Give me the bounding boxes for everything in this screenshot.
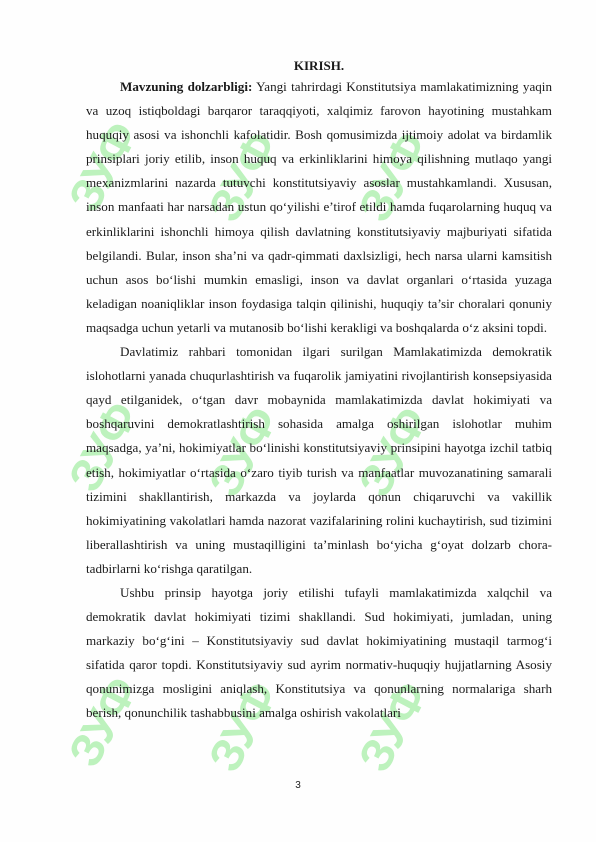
watermark-mark: ЗУФ <box>197 672 288 780</box>
watermark-mark: ЗУФ <box>197 122 288 230</box>
paragraph-text: Ushbu prinsip hayotga joriy etilishi tufayli mamlakatimizda xalqchil va demokratik davlat hokimiyati tizimi shakllandi. Sud hokimiyati, jumladan, uning markaziy bo‘g‘ini – Konstitutsiyaviy sud davlat hokimiyatining mustaqil tarmog‘i sifatida qaror topdi. Konstitutsiyaviy sud ayrim normativ-huquqiy hujjatlarning Asosiy qonunimizga mosligini aniqlash, Konstitutsiya va qonunlarning normalariga sharh berish, qonunchilik tashabbusini amalga oshirish vakolatlari <box>86 584 552 721</box>
document-title: KIRISH. <box>293 58 345 73</box>
paragraph-1 <box>86 75 552 340</box>
watermark-mark: ЗУФ <box>57 667 148 775</box>
watermark-mark: ЗУФ <box>57 392 148 500</box>
paragraph-2 <box>86 340 552 581</box>
watermark-mark: ЗУФ <box>347 397 438 505</box>
paragraph-text: Yangi tahrirdagi Konstitutsiya mamlakatimizning yaqin va uzoq istiqboldagi barqaror taraqqiyoti, xalqimiz farovon hayotining mustahkam huquqiy asosi va ishonchli kafolatidir. Bosh qomusimizda ijtimoiy adolat va birdamlik prinsiplari joriy etilib, inson huquq va erkinliklarini himoya qilishning mutlaqo yangi mexanizmlarini nazarda tutuvchi konstitutsiyaviy asoslar mustahkamlandi. Xususan, inson manfaati har narsadan ustun qo‘yilishi e’tirof etildi hamda fuqarolarning huquq va erkinliklarini ishonchli himoya qilish davlatning konstitutsiyaviy majburiyati sifatida belgilandi. Bular, inson sha’ni va qadr-qimmati daxlsizligi, hech narsa ularni kamsitish uchun asos bo‘lishi mumkin emasligi, inson va davlat organlari o‘rtasida yuzaga keladigan noaniqliklar inson foydasiga talqin qilinishi, huquqiy ta’sir choralari qonuniy maqsadga uchun yetarli va mutanosib bo‘lishi kerakligi va boshqalarda o‘z aksini topdi. <box>86 79 552 335</box>
paragraph-3 <box>86 581 552 726</box>
document-body <box>86 57 552 726</box>
paragraph-text: Davlatimiz rahbari tomonidan ilgari surilgan Mamlakatimizda demokratik islohotlarni yanada chuqurlashtirish va fuqarolik jamiyatini rivojlantirish konsepsiyasida qayd etilganidek, o‘tgan davr mobaynida mamlakatimizda davlat hokimiyati va boshqaruvini demokratlashtirish sohasida amalga oshirilgan islohotlar muhim maqsadga, ya’ni, hokimiyatlar bo‘linishi konstitutsiyaviy prinsipini hayotga izchil tatbiq etish, hokimiyatlar o‘rtasida o‘zaro tiyib turish va manfaatlar muvozanatining samarali tizimini shakllantirish, markazda va joylarda qonun chiqaruvchi va vakillik hokimiyatining vakolatlari hamda nazorat vazifalarining rolini kuchaytirish, sud tizimini liberallashtirish va uning mustaqilligini ta’minlash bo‘yicha g‘oyat dolzarb chora-tadbirlarni ko‘rishga qaratilgan. <box>86 344 552 576</box>
paragraph-lead: Mavzuning dolzarbligi: <box>120 79 253 94</box>
watermark-mark: ЗУФ <box>347 672 438 780</box>
page-number: 3 <box>295 780 301 791</box>
watermark-mark: ЗУФ <box>347 122 438 230</box>
watermark-mark: ЗУФ <box>57 112 148 220</box>
watermark-mark: ЗУФ <box>197 397 288 505</box>
